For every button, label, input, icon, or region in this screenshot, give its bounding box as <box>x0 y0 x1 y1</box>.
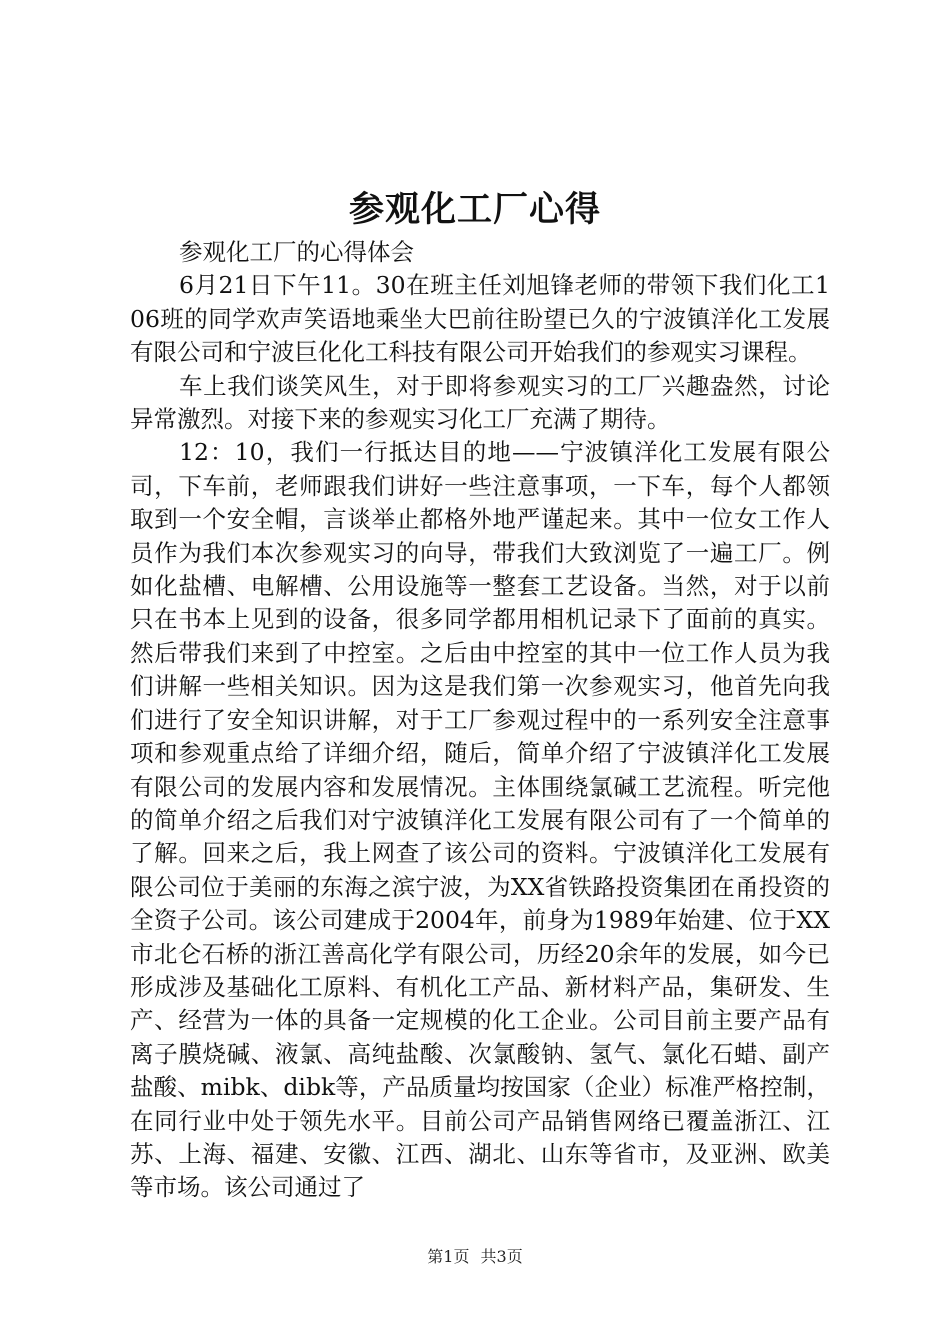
document-body <box>130 236 830 1205</box>
page-number: 第1页 <box>427 1247 470 1266</box>
paragraph-subtitle: 参观化工厂的心得体会 <box>179 238 414 266</box>
paragraph-bus-ride: 车上我们谈笑风生，对于即将参观实习的工厂兴趣盎然，讨论异常激烈。对接下来的参观实习化工厂充满了期待。 <box>130 371 830 434</box>
page-footer <box>0 1244 950 1267</box>
document-title: 参观化工厂心得 <box>348 189 601 230</box>
paragraph-departure: 6月21日下午11。30在班主任刘旭锋老师的带领下我们化工106班的同学欢声笑语地乘坐大巴前往盼望已久的宁波镇洋化工发展有限公司和宁波巨化化工科技有限公司开始我们的参观实习课程。 <box>130 271 830 367</box>
paragraph-factory-visit: 12：10，我们一行抵达目的地——宁波镇洋化工发展有限公司，下车前，老师跟我们讲好一些注意事项，一下车，每个人都领取到一个安全帽，言谈举止都格外地严谨起来。其中一位女工作人员作为我们本次参观实习的向导，带我们大致浏览了一遍工厂。例如化盐槽、电解槽、公用设施等一整套工艺设备。当然，对于以前只在书本上见到的设备，很多同学都用相机记录下了面前的真实。然后带我们来到了中控室。之后由中控室的其中一位工作人员为我们讲解一些相关知识。因为这是我们第一次参观实习，他首先向我们进行了安全知识讲解，对于工厂参观过程中的一系列安全注意事项和参观重点给了详细介绍，随后，简单介绍了宁波镇洋化工发展有限公司的发展内容和发展情况。主体围绕氯碱工艺流程。听完他的简单介绍之后我们对宁波镇洋化工发展有限公司有了一个简单的了解。回来之后，我上网查了该公司的资料。宁波镇洋化工发展有限公司位于美丽的东海之滨宁波，为XX省铁路投资集团在甬投资的全资子公司。该公司建成于2004年，前身为1989年始建、位于XX市北仑石桥的浙江善高化学有限公司，历经20余年的发展，如今已形成涉及基础化工原料、有机化工产品、新材料产品，集研发、生产、经营为一体的具备一定规模的化工企业。公司目前主要产品有离子膜烧碱、液氯、高纯盐酸、次氯酸钠、氢气、氯化石蜡、副产盐酸、mibk、dibk等，产品质量均按国家（企业）标准严格控制，在同行业中处于领先水平。目前公司产品销售网络已覆盖浙江、江苏、上海、福建、安徽、江西、湖北、山东等省市，及亚洲、欧美等市场。该公司通过了 <box>130 438 830 1202</box>
page-total: 共3页 <box>480 1247 523 1266</box>
